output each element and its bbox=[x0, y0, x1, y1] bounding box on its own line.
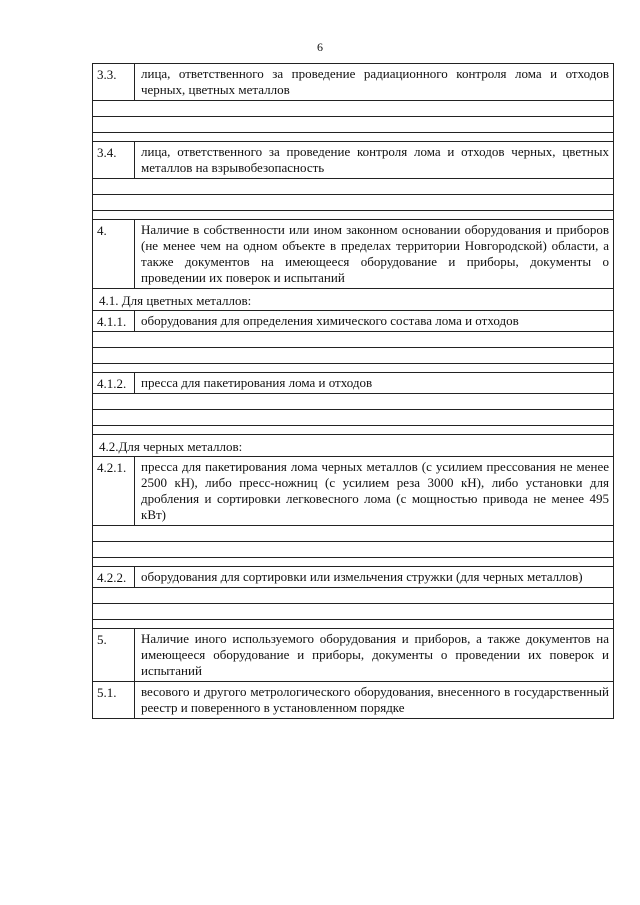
item-number: 4.1.1. bbox=[93, 311, 135, 331]
blank-entry-line bbox=[93, 587, 613, 603]
blank-entry-line bbox=[93, 194, 613, 210]
row-spacer bbox=[93, 557, 613, 566]
item-number: 4.2.1. bbox=[93, 457, 135, 525]
row-spacer bbox=[93, 210, 613, 219]
table-row bbox=[93, 456, 613, 525]
blank-entry-line bbox=[93, 347, 613, 363]
item-text: пресса для пакетирования лома черных металлов (с усилием прессования не менее 2500 кН), либо пресс-ножниц (с усилием реза 3000 кН), либо установки для дробления и сортировки легковесного лома (с мощностью привода не менее 495 кВт) bbox=[141, 459, 609, 522]
table-row bbox=[93, 141, 613, 178]
blank-entry-line bbox=[93, 541, 613, 557]
item-text: оборудования для определения химического состава лома и отходов bbox=[141, 313, 519, 328]
item-number: 4.2.2. bbox=[93, 567, 135, 587]
item-text: лица, ответственного за проведение радиационного контроля лома и отходов черных, цветных металлов bbox=[141, 66, 609, 97]
row-spacer bbox=[93, 425, 613, 434]
item-text: лица, ответственного за проведение контроля лома и отходов черных, цветных металлов на взрывобезопасность bbox=[141, 144, 609, 175]
page-number: 6 bbox=[317, 40, 323, 54]
item-text: Наличие иного используемого оборудования и приборов, а также документов на имеющееся оборудование и приборы, документы о проведении их поверок и испытаний bbox=[141, 631, 609, 678]
table-row bbox=[93, 63, 613, 100]
item-number: 4. bbox=[93, 220, 135, 288]
blank-entry-line bbox=[93, 331, 613, 347]
section-heading: 4.1. Для цветных металлов: bbox=[93, 288, 613, 310]
table-row bbox=[93, 219, 613, 288]
item-number: 3.4. bbox=[93, 142, 135, 178]
blank-entry-line bbox=[93, 525, 613, 541]
table-row bbox=[93, 681, 613, 719]
table-row bbox=[93, 566, 613, 587]
blank-entry-line bbox=[93, 603, 613, 619]
item-text: пресса для пакетирования лома и отходов bbox=[141, 375, 373, 390]
item-number: 4.1.2. bbox=[93, 373, 135, 393]
item-text: оборудования для сортировки или измельчения стружки (для черных металлов) bbox=[141, 569, 583, 584]
table-row bbox=[93, 372, 613, 393]
row-spacer bbox=[93, 363, 613, 372]
table-row bbox=[93, 310, 613, 331]
item-number: 5.1. bbox=[93, 682, 135, 718]
section-heading: 4.2.Для черных металлов: bbox=[93, 434, 613, 456]
item-text: Наличие в собственности или ином законном основании оборудования и приборов (не менее чем на одном объекте в пределах территории Новгородской) области, а также документов на имеющееся оборудование и приборы, документы о проведении их поверок и испытаний bbox=[141, 222, 609, 285]
document-form-table bbox=[92, 63, 614, 719]
blank-entry-line bbox=[93, 409, 613, 425]
table-row bbox=[93, 628, 613, 681]
blank-entry-line bbox=[93, 100, 613, 116]
blank-entry-line bbox=[93, 178, 613, 194]
item-number: 3.3. bbox=[93, 64, 135, 100]
row-spacer bbox=[93, 132, 613, 141]
item-number: 5. bbox=[93, 629, 135, 681]
blank-entry-line bbox=[93, 116, 613, 132]
blank-entry-line bbox=[93, 393, 613, 409]
item-text: весового и другого метрологического оборудования, внесенного в государственный реестр и поверенного в установленном порядке bbox=[141, 684, 609, 715]
row-spacer bbox=[93, 619, 613, 628]
